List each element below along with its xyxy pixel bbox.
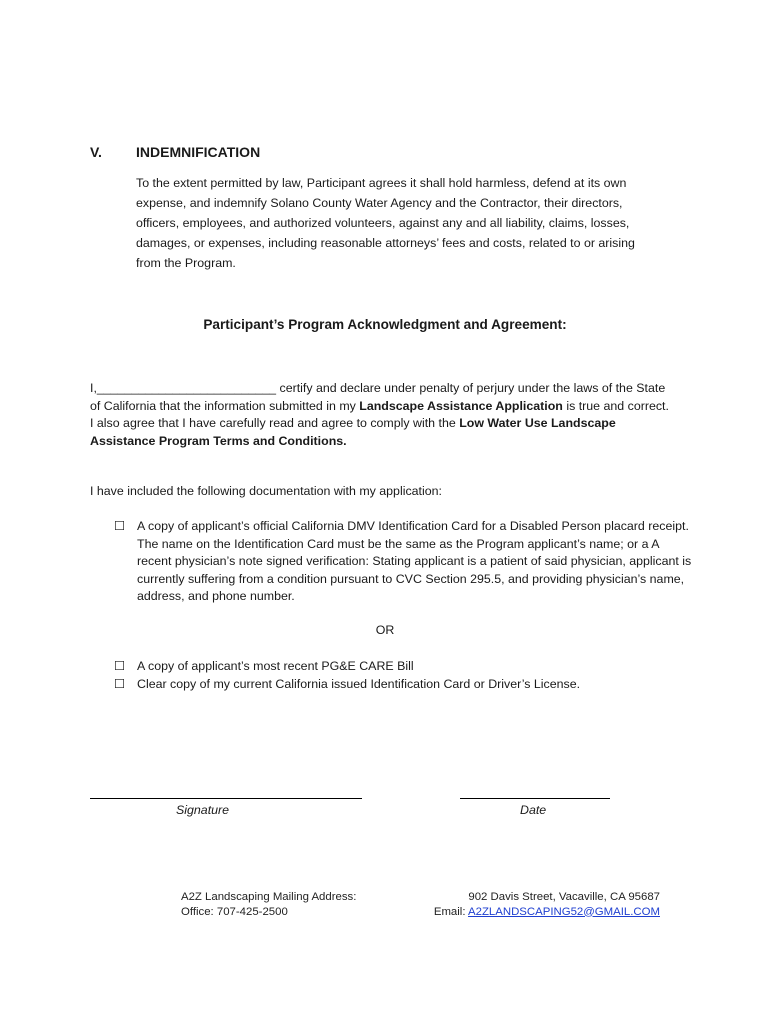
date-label: Date xyxy=(520,803,547,817)
doc-item-dmv-card xyxy=(114,518,694,606)
or-separator: OR xyxy=(375,623,395,637)
checkbox-icon[interactable]: ☐ xyxy=(114,677,126,691)
cert-text-2: is true and correct. I also agree that I have carefully read and agree to comply with the xyxy=(90,398,669,430)
certification-paragraph xyxy=(90,380,670,450)
footer-contact-right xyxy=(434,890,660,919)
section-number: V. xyxy=(90,144,102,160)
signature-label: Signature xyxy=(176,803,230,817)
cert-bold-application: Landscape Assistance Application xyxy=(359,398,563,413)
street-address: 902 Davis Street, Vacaville, CA 95687 xyxy=(468,891,660,903)
doc-item-text: A copy of applicant’s official California DMV Identification Card for a Disabled Person placard receipt. The name on the Identification Card must be the same as the Program applicant’s name; or a A recent physician’s note signed verification: Stating applicant is a patient of said physician, applicant is currently suffering from a condition pursuant to CVC Section 295.5, and providing physician’s name, address, and phone number. xyxy=(137,519,692,603)
documentation-intro: I have included the following documentation with my application: xyxy=(90,484,442,498)
indemnification-paragraph: To the extent permitted by law, Participant agrees it shall hold harmless, defend at its own expense, and indemnify Solano County Water Agency and the Contractor, their directors, officers, employees, and authorized volunteers, against any and all liability, claims, losses, damages, or expenses, including reasonable attorneys’ fees and costs, related to or arising from the Program. xyxy=(136,176,635,270)
section-title: INDEMNIFICATION xyxy=(136,144,261,160)
doc-item-care-bill xyxy=(114,658,694,676)
footer-contact-left xyxy=(181,890,356,919)
checkbox-icon[interactable]: ☐ xyxy=(114,519,126,533)
doc-item-id-card xyxy=(114,676,694,694)
email-label: Email: xyxy=(433,905,469,918)
acknowledgment-title: Participant’s Program Acknowledgment and Agreement: xyxy=(203,317,567,332)
email-line xyxy=(434,905,660,920)
signature-line[interactable] xyxy=(90,798,362,799)
doc-item-text: A copy of applicant’s most recent PG&E CARE Bill xyxy=(137,659,414,673)
date-line[interactable] xyxy=(460,798,610,799)
cert-bold-terms: Low Water Use Landscape Assistance Program Terms and Conditions. xyxy=(90,416,616,448)
office-phone: Office: 707-425-2500 xyxy=(181,905,288,918)
email-link[interactable]: A2ZLANDSCAPING52@GMAIL.COM xyxy=(468,905,660,918)
doc-item-text: Clear copy of my current California issued Identification Card or Driver’s License. xyxy=(137,677,581,691)
cert-text-1: I,__________________________ certify and declare under penalty of perjury under the laws of the State of California that the information submitted in my xyxy=(90,381,666,413)
mailing-address-label: A2Z Landscaping Mailing Address: xyxy=(181,891,357,903)
checkbox-icon[interactable]: ☐ xyxy=(114,659,126,673)
